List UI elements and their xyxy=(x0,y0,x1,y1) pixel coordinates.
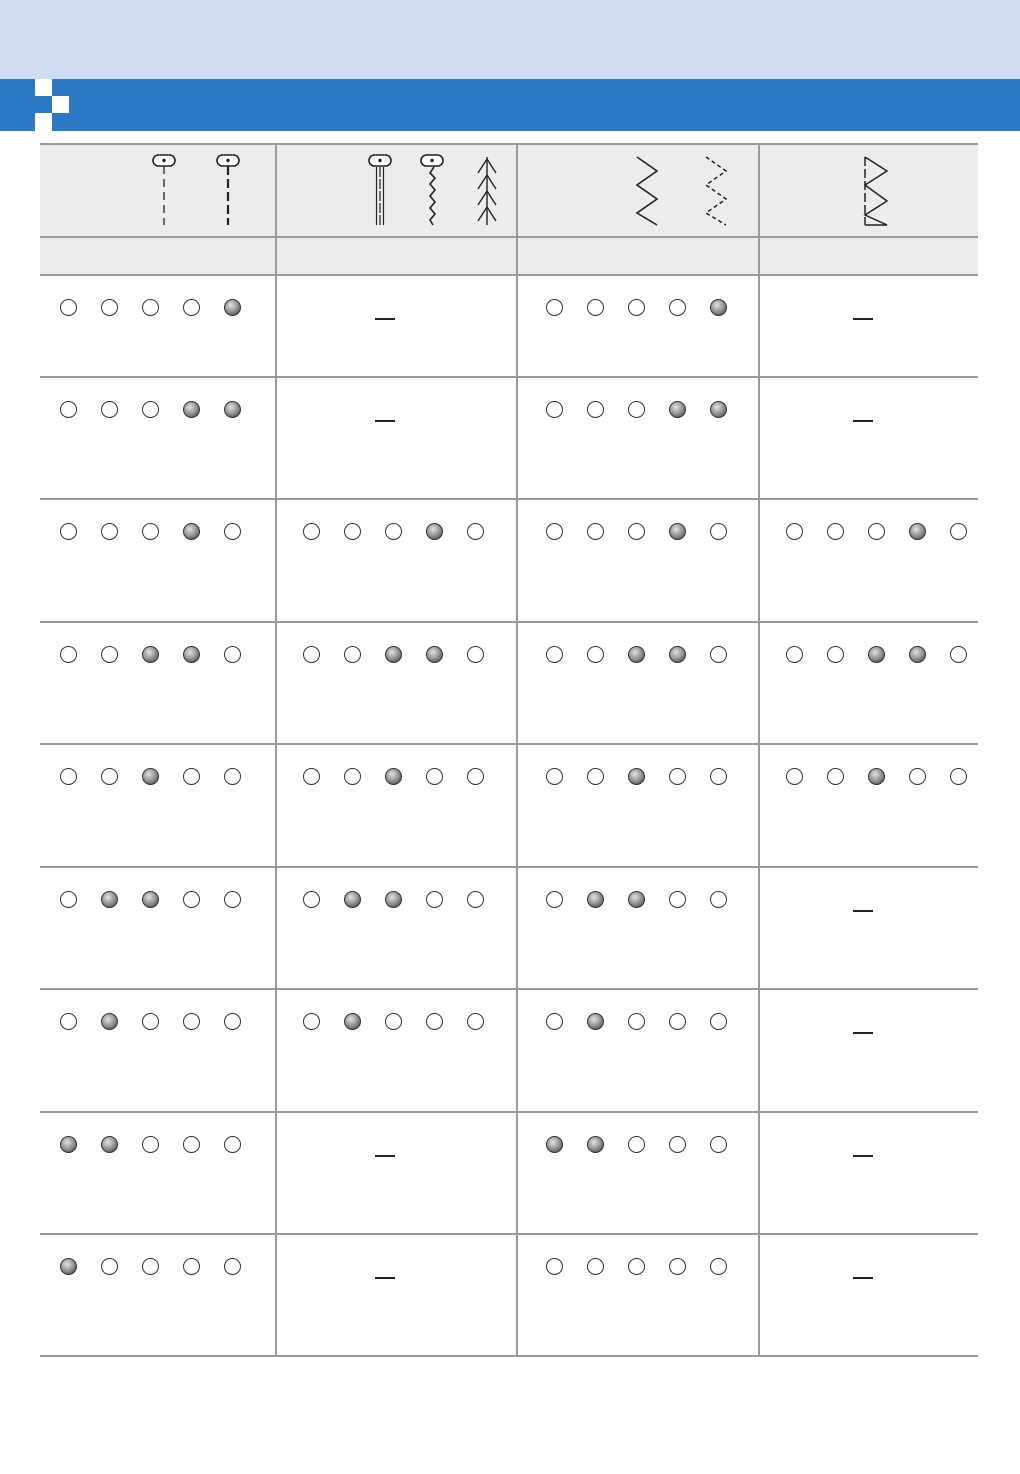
indicator-empty-icon xyxy=(344,523,361,540)
not-applicable-dash xyxy=(375,1155,395,1157)
indicator-empty-icon xyxy=(950,646,967,663)
indicator-empty-icon xyxy=(710,768,727,785)
indicator-empty-icon xyxy=(669,1258,686,1275)
indicator-empty-icon xyxy=(786,768,803,785)
not-applicable-dash xyxy=(375,318,395,320)
indicator-empty-icon xyxy=(101,299,118,316)
not-applicable-dash xyxy=(853,420,873,422)
indicator-empty-icon xyxy=(467,646,484,663)
not-applicable-dash xyxy=(853,318,873,320)
indicator-filled-icon xyxy=(546,1136,563,1153)
indicator-empty-icon xyxy=(628,299,645,316)
setting-indicator-group xyxy=(40,768,275,790)
indicator-empty-icon xyxy=(101,523,118,540)
indicator-filled-icon xyxy=(909,646,926,663)
table-divider xyxy=(40,236,978,238)
setting-indicator-group xyxy=(40,523,275,545)
setting-indicator-group xyxy=(40,1013,275,1035)
indicator-empty-icon xyxy=(827,523,844,540)
triple-straight-stitch-icon xyxy=(366,153,396,228)
indicator-empty-icon xyxy=(467,1013,484,1030)
indicator-empty-icon xyxy=(546,891,563,908)
setting-indicator-group xyxy=(277,891,516,913)
table-cell-zigzag xyxy=(518,276,758,376)
indicator-filled-icon xyxy=(101,1013,118,1030)
indicator-empty-icon xyxy=(628,401,645,418)
indicator-filled-icon xyxy=(710,299,727,316)
indicator-empty-icon xyxy=(587,299,604,316)
indicator-empty-icon xyxy=(344,646,361,663)
table-cell-stretch xyxy=(277,745,516,866)
indicator-filled-icon xyxy=(710,401,727,418)
indicator-filled-icon xyxy=(60,1258,77,1275)
table-cell-zigzag xyxy=(518,868,758,988)
indicator-empty-icon xyxy=(669,768,686,785)
table-header-row xyxy=(40,143,978,275)
setting-indicator-group xyxy=(760,646,978,668)
indicator-filled-icon xyxy=(60,1136,77,1153)
indicator-empty-icon xyxy=(546,523,563,540)
setting-indicator-group xyxy=(518,299,758,321)
table-cell-overlock xyxy=(760,990,978,1111)
indicator-empty-icon xyxy=(101,768,118,785)
not-applicable-dash xyxy=(853,910,873,912)
setting-indicator-group xyxy=(518,401,758,423)
not-applicable-dash xyxy=(853,1155,873,1157)
presser-foot-straight-heavy-icon xyxy=(214,153,244,228)
indicator-empty-icon xyxy=(303,1013,320,1030)
indicator-empty-icon xyxy=(142,1258,159,1275)
indicator-empty-icon xyxy=(142,401,159,418)
page-header-band xyxy=(0,0,1020,79)
indicator-empty-icon xyxy=(710,1013,727,1030)
indicator-empty-icon xyxy=(303,523,320,540)
indicator-empty-icon xyxy=(224,768,241,785)
setting-indicator-group xyxy=(518,1013,758,1035)
table-cell-overlock xyxy=(760,623,978,743)
setting-indicator-group xyxy=(40,891,275,913)
indicator-empty-icon xyxy=(628,1013,645,1030)
table-cell-overlock xyxy=(760,378,978,498)
setting-indicator-group xyxy=(40,401,275,423)
indicator-filled-icon xyxy=(909,523,926,540)
table-cell-stretch xyxy=(277,623,516,743)
indicator-empty-icon xyxy=(628,523,645,540)
table-cell-stretch xyxy=(277,378,516,498)
indicator-filled-icon xyxy=(385,768,402,785)
indicator-empty-icon xyxy=(142,1013,159,1030)
indicator-empty-icon xyxy=(546,768,563,785)
stretch-zigzag-stitch-icon xyxy=(418,153,448,228)
indicator-empty-icon xyxy=(467,768,484,785)
indicator-empty-icon xyxy=(827,768,844,785)
indicator-filled-icon xyxy=(385,646,402,663)
setting-indicator-group xyxy=(277,646,516,668)
indicator-filled-icon xyxy=(426,646,443,663)
indicator-empty-icon xyxy=(142,1136,159,1153)
indicator-empty-icon xyxy=(60,299,77,316)
feather-stitch-icon xyxy=(470,153,504,228)
indicator-filled-icon xyxy=(344,1013,361,1030)
indicator-filled-icon xyxy=(101,891,118,908)
setting-indicator-group xyxy=(518,891,758,913)
indicator-filled-icon xyxy=(628,768,645,785)
indicator-filled-icon xyxy=(587,1136,604,1153)
indicator-empty-icon xyxy=(224,891,241,908)
indicator-empty-icon xyxy=(183,891,200,908)
table-cell-zigzag xyxy=(518,378,758,498)
indicator-filled-icon xyxy=(868,768,885,785)
checker-square-icon xyxy=(35,79,52,96)
indicator-filled-icon xyxy=(101,1136,118,1153)
indicator-empty-icon xyxy=(669,1136,686,1153)
indicator-empty-icon xyxy=(303,891,320,908)
section-title-bar xyxy=(0,79,1020,131)
indicator-empty-icon xyxy=(587,523,604,540)
indicator-empty-icon xyxy=(183,1136,200,1153)
indicator-empty-icon xyxy=(101,646,118,663)
table-cell-straight xyxy=(40,1235,275,1355)
table-row xyxy=(40,745,978,866)
setting-indicator-group xyxy=(40,1258,275,1280)
not-applicable-dash xyxy=(853,1277,873,1279)
indicator-filled-icon xyxy=(426,523,443,540)
indicator-empty-icon xyxy=(183,768,200,785)
table-cell-stretch xyxy=(277,868,516,988)
indicator-empty-icon xyxy=(546,299,563,316)
table-top-border xyxy=(40,143,978,145)
indicator-empty-icon xyxy=(385,1013,402,1030)
indicator-empty-icon xyxy=(546,1258,563,1275)
table-cell-zigzag xyxy=(518,623,758,743)
checker-square-icon xyxy=(35,113,52,131)
setting-indicator-group xyxy=(760,768,978,790)
table-row xyxy=(40,1235,978,1355)
table-cell-overlock xyxy=(760,276,978,376)
dashed-zigzag-stitch-icon xyxy=(702,155,732,227)
indicator-empty-icon xyxy=(587,768,604,785)
indicator-empty-icon xyxy=(224,1013,241,1030)
indicator-empty-icon xyxy=(101,1258,118,1275)
setting-indicator-group xyxy=(518,768,758,790)
table-cell-overlock xyxy=(760,500,978,621)
indicator-empty-icon xyxy=(669,1013,686,1030)
indicator-filled-icon xyxy=(669,646,686,663)
indicator-empty-icon xyxy=(426,768,443,785)
indicator-filled-icon xyxy=(183,523,200,540)
indicator-empty-icon xyxy=(950,523,967,540)
table-cell-straight xyxy=(40,623,275,743)
setting-indicator-group xyxy=(518,523,758,545)
indicator-empty-icon xyxy=(183,1258,200,1275)
table-cell-zigzag xyxy=(518,1113,758,1233)
indicator-empty-icon xyxy=(587,1258,604,1275)
indicator-empty-icon xyxy=(587,646,604,663)
indicator-filled-icon xyxy=(142,891,159,908)
indicator-empty-icon xyxy=(224,1136,241,1153)
setting-indicator-group xyxy=(277,523,516,545)
indicator-empty-icon xyxy=(60,891,77,908)
indicator-filled-icon xyxy=(868,646,885,663)
table-row xyxy=(40,868,978,988)
table-cell-stretch xyxy=(277,1235,516,1355)
indicator-empty-icon xyxy=(183,299,200,316)
indicator-empty-icon xyxy=(224,523,241,540)
table-cell-zigzag xyxy=(518,1235,758,1355)
table-row xyxy=(40,990,978,1111)
table-cell-overlock xyxy=(760,1235,978,1355)
indicator-filled-icon xyxy=(224,299,241,316)
indicator-empty-icon xyxy=(827,646,844,663)
indicator-empty-icon xyxy=(142,299,159,316)
indicator-filled-icon xyxy=(344,891,361,908)
table-cell-straight xyxy=(40,990,275,1111)
setting-indicator-group xyxy=(760,523,978,545)
table-cell-zigzag xyxy=(518,500,758,621)
table-cell-straight xyxy=(40,500,275,621)
indicator-empty-icon xyxy=(142,523,159,540)
table-row xyxy=(40,276,978,376)
table-cell-straight xyxy=(40,276,275,376)
indicator-empty-icon xyxy=(909,768,926,785)
not-applicable-dash xyxy=(375,420,395,422)
indicator-empty-icon xyxy=(467,891,484,908)
indicator-empty-icon xyxy=(224,1258,241,1275)
setting-indicator-group xyxy=(40,1136,275,1158)
stitch-setting-table xyxy=(40,143,978,1357)
indicator-empty-icon xyxy=(786,523,803,540)
setting-indicator-group xyxy=(277,1013,516,1035)
setting-indicator-group xyxy=(40,299,275,321)
indicator-empty-icon xyxy=(385,523,402,540)
table-cell-straight xyxy=(40,1113,275,1233)
indicator-empty-icon xyxy=(426,891,443,908)
table-cell-zigzag xyxy=(518,990,758,1111)
table-cell-stretch xyxy=(277,500,516,621)
indicator-empty-icon xyxy=(710,1136,727,1153)
indicator-empty-icon xyxy=(710,523,727,540)
indicator-empty-icon xyxy=(344,768,361,785)
indicator-filled-icon xyxy=(183,646,200,663)
indicator-filled-icon xyxy=(224,401,241,418)
indicator-empty-icon xyxy=(101,401,118,418)
indicator-empty-icon xyxy=(587,401,604,418)
indicator-filled-icon xyxy=(587,1013,604,1030)
indicator-empty-icon xyxy=(60,523,77,540)
indicator-empty-icon xyxy=(224,646,241,663)
indicator-empty-icon xyxy=(60,646,77,663)
setting-indicator-group xyxy=(518,1136,758,1158)
table-bottom-border xyxy=(40,1355,978,1357)
indicator-filled-icon xyxy=(142,646,159,663)
indicator-filled-icon xyxy=(385,891,402,908)
indicator-empty-icon xyxy=(546,646,563,663)
indicator-filled-icon xyxy=(669,523,686,540)
table-row xyxy=(40,623,978,743)
table-cell-zigzag xyxy=(518,745,758,866)
setting-indicator-group xyxy=(40,646,275,668)
indicator-empty-icon xyxy=(546,401,563,418)
indicator-empty-icon xyxy=(426,1013,443,1030)
indicator-empty-icon xyxy=(303,646,320,663)
setting-indicator-group xyxy=(518,646,758,668)
table-cell-stretch xyxy=(277,276,516,376)
indicator-filled-icon xyxy=(587,891,604,908)
table-cell-overlock xyxy=(760,868,978,988)
indicator-empty-icon xyxy=(303,768,320,785)
checker-square-icon xyxy=(52,96,69,113)
table-cell-stretch xyxy=(277,990,516,1111)
indicator-filled-icon xyxy=(669,401,686,418)
indicator-empty-icon xyxy=(628,1136,645,1153)
indicator-empty-icon xyxy=(786,646,803,663)
not-applicable-dash xyxy=(853,1032,873,1034)
table-row xyxy=(40,1113,978,1233)
indicator-empty-icon xyxy=(628,1258,645,1275)
indicator-filled-icon xyxy=(628,891,645,908)
table-cell-straight xyxy=(40,868,275,988)
indicator-filled-icon xyxy=(183,401,200,418)
indicator-filled-icon xyxy=(142,768,159,785)
table-cell-overlock xyxy=(760,1113,978,1233)
indicator-empty-icon xyxy=(60,1013,77,1030)
indicator-empty-icon xyxy=(669,299,686,316)
indicator-empty-icon xyxy=(183,1013,200,1030)
indicator-empty-icon xyxy=(60,768,77,785)
indicator-empty-icon xyxy=(710,1258,727,1275)
indicator-empty-icon xyxy=(710,891,727,908)
table-cell-overlock xyxy=(760,745,978,866)
indicator-empty-icon xyxy=(669,891,686,908)
setting-indicator-group xyxy=(518,1258,758,1280)
table-cell-straight xyxy=(40,378,275,498)
table-row xyxy=(40,500,978,621)
overlock-stitch-icon xyxy=(858,153,892,228)
indicator-filled-icon xyxy=(628,646,645,663)
indicator-empty-icon xyxy=(467,523,484,540)
indicator-empty-icon xyxy=(868,523,885,540)
indicator-empty-icon xyxy=(710,646,727,663)
table-cell-straight xyxy=(40,745,275,866)
indicator-empty-icon xyxy=(60,401,77,418)
setting-indicator-group xyxy=(277,768,516,790)
not-applicable-dash xyxy=(375,1277,395,1279)
table-cell-stretch xyxy=(277,1113,516,1233)
zigzag-stitch-icon xyxy=(633,155,663,227)
indicator-empty-icon xyxy=(546,1013,563,1030)
table-row xyxy=(40,378,978,498)
indicator-empty-icon xyxy=(950,768,967,785)
presser-foot-straight-icon xyxy=(150,153,180,228)
